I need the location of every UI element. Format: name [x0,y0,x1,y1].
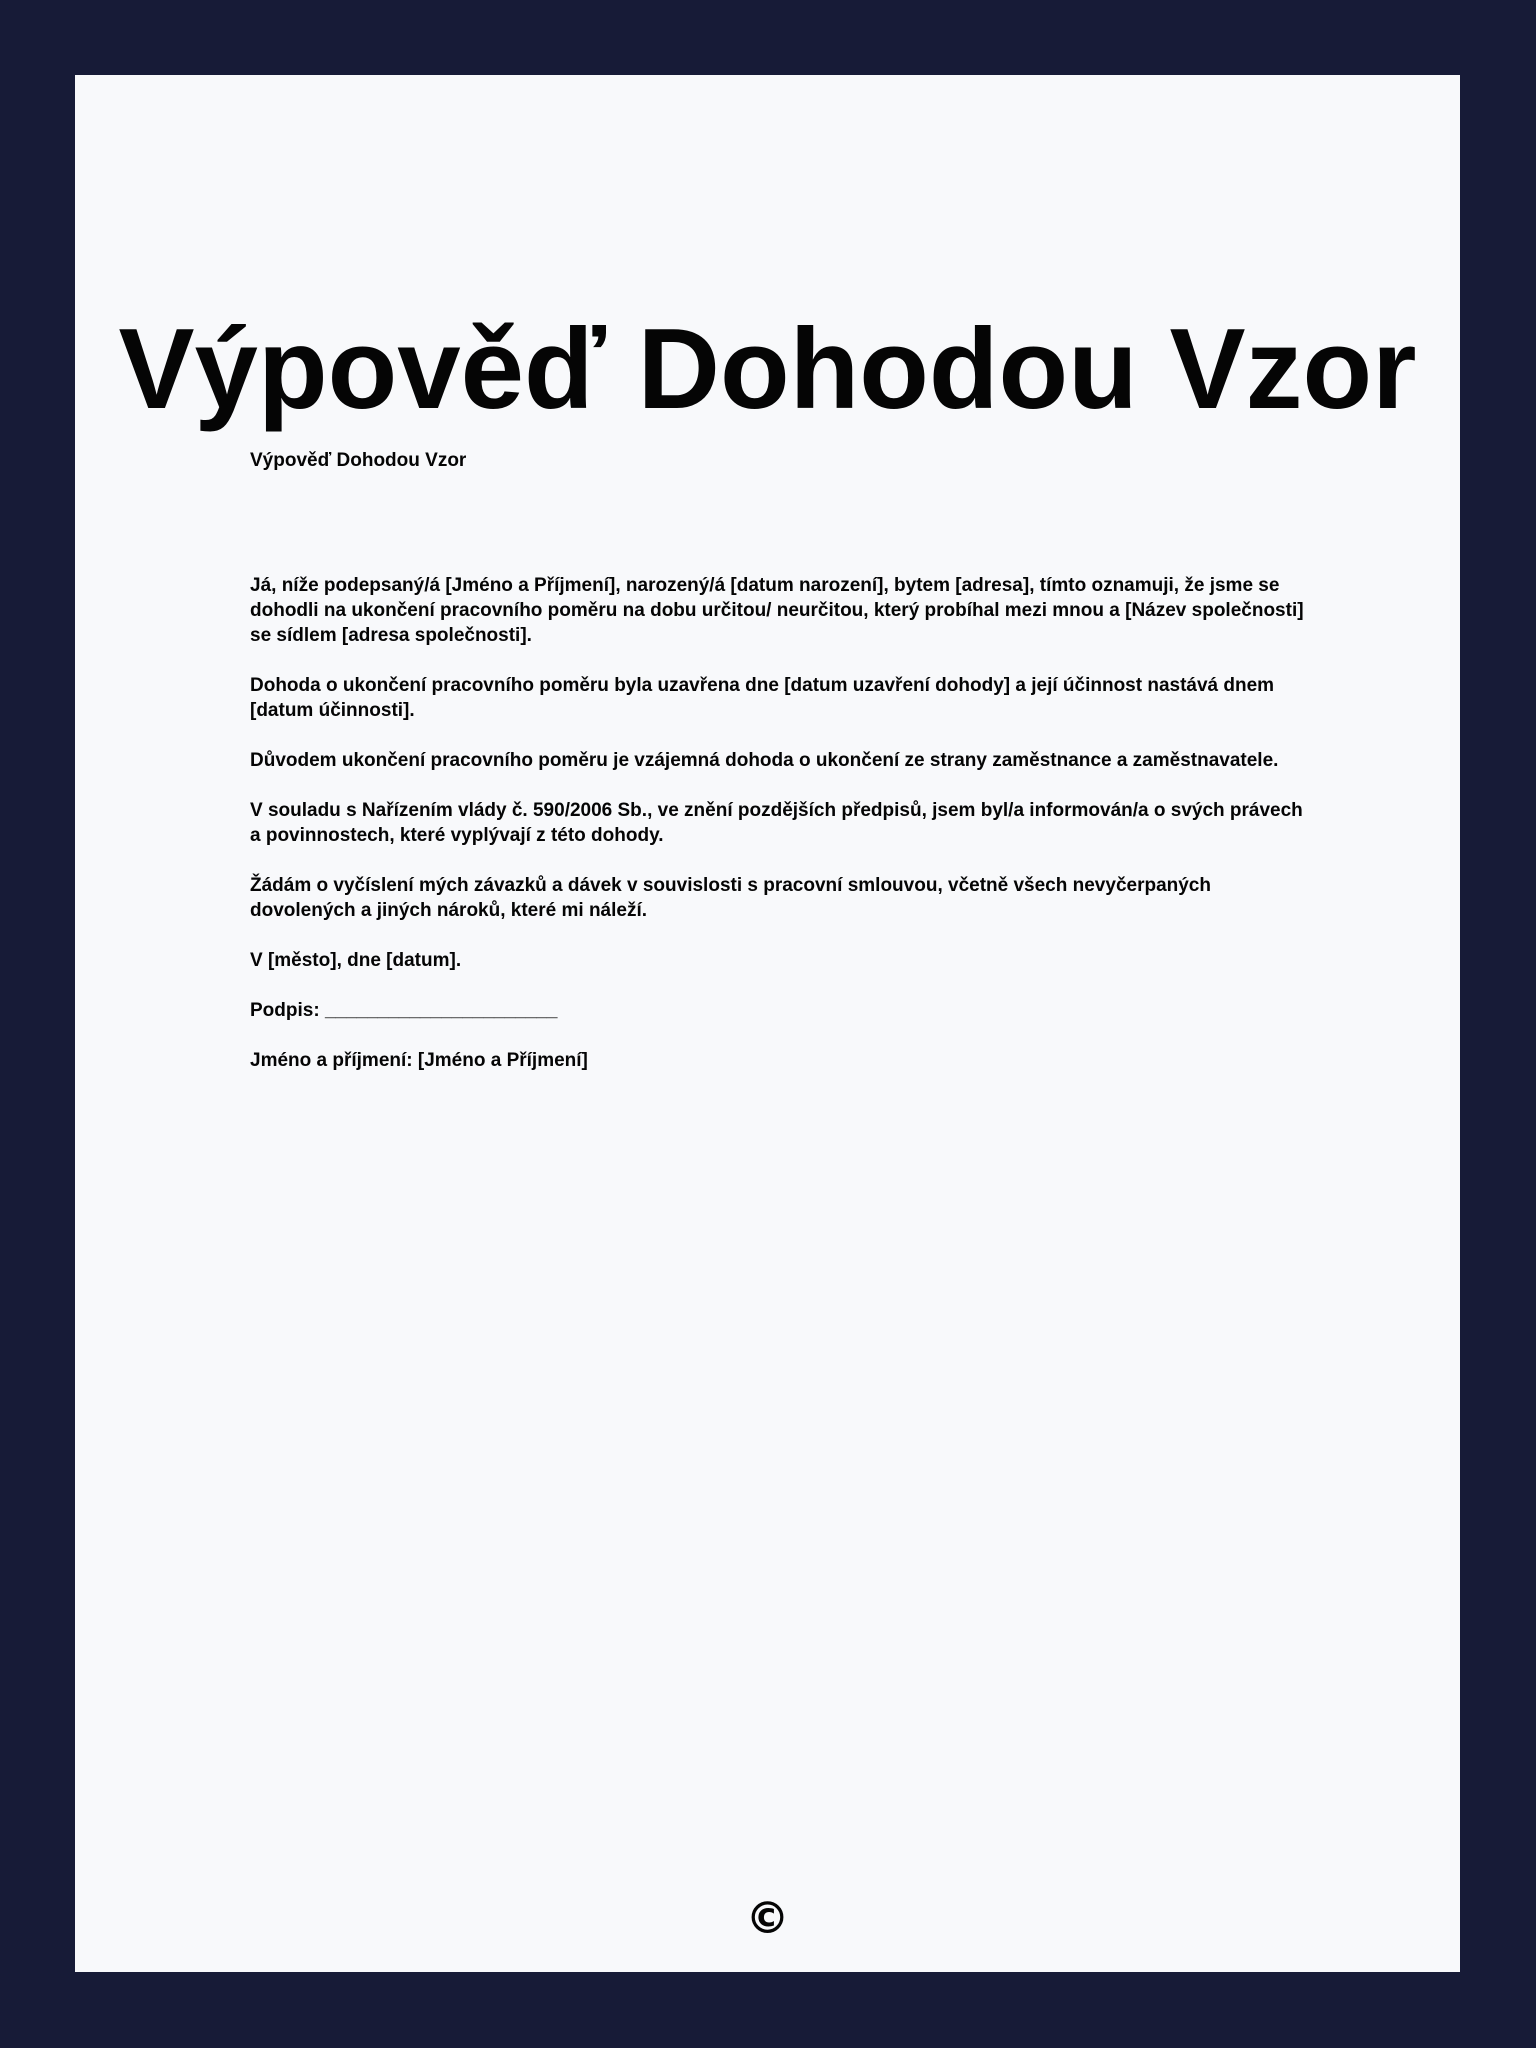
page-title: Výpověď Dohodou Vzor [118,306,1417,433]
paragraph-declaration: Já, níže podepsaný/á [Jméno a Příjmení], narozený/á [datum narození], bytem [adresa], tímto oznamuji, že jsme se dohodli na ukončení pracovního poměru na dobu určitou/ neurčitou, který probíhal mezi mnou a [Název společnosti] se sídlem [adresa společnosti]. [250,575,1304,646]
paragraph-reason: Důvodem ukončení pracovního poměru je vzájemná dohoda o ukončení ze strany zaměstnance a zaměstnavatele. [250,750,1279,771]
name-line: Jméno a příjmení: [Jméno a Příjmení] [250,1050,588,1071]
place-and-date: V [město], dne [datum]. [250,950,462,971]
copyright-icon: © [745,1893,790,1944]
paragraph-agreement-date: Dohoda o ukončení pracovního poměru byla uzavřena dne [datum uzavření dohody] a její účinnost nastává dnem [datum účinnosti]. [250,675,1275,721]
document-page [75,75,1460,1972]
document-body [250,448,1310,1098]
paragraph-legal-notice: V souladu s Nařízením vlády č. 590/2006 Sb., ve znění pozdějších předpisů, jsem byl/a informován/a o svých právech a povinnostech, které vyplývají z této dohody. [250,800,1303,846]
document-heading: Výpověď Dohodou Vzor [250,450,467,471]
paragraph-request: Žádám o vyčíslení mých závazků a dávek v souvislosti s pracovní smlouvou, včetně všech nevyčerpaných dovolených a jiných nároků, které mi náleží. [250,875,1211,921]
signature-line: Podpis: ______________________ [250,1000,558,1021]
